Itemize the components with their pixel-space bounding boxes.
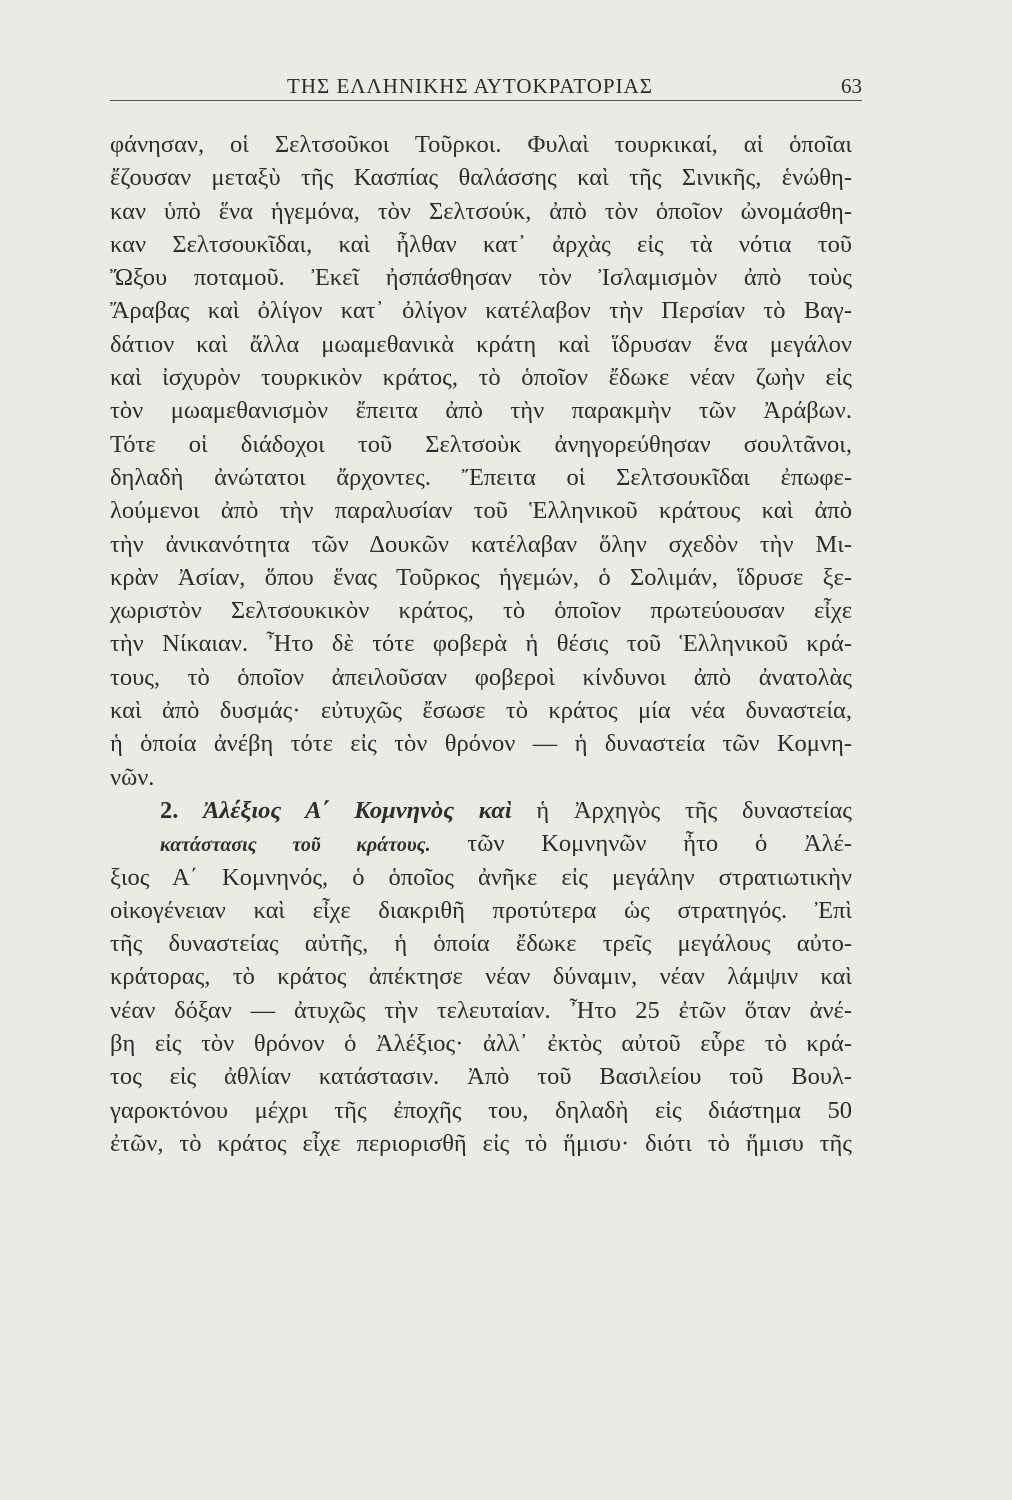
header-rule — [110, 100, 862, 101]
text-line: γαροκτόνου μέχρι τῆς ἐποχῆς του, δηλαδὴ εἰς διάστημα 50 — [110, 1096, 852, 1124]
text-line: καὶ ἰσχυρὸν τουρκικὸν κράτος, τὸ ὁποῖον ἔδωκε νέαν ζωὴν εἰς — [110, 364, 852, 392]
section-heading-line — [110, 827, 852, 860]
text-line: χωριστὸν Σελτσουκικὸν κράτος, τὸ ὁποῖον πρωτεύουσαν εἶχε — [110, 597, 852, 625]
section-2 — [110, 794, 852, 1160]
section-heading-line — [110, 794, 852, 827]
text-line: Τότε οἱ διάδοχοι τοῦ Σελτσοὺκ ἀνηγορεύθησαν σουλτᾶνοι, — [110, 430, 852, 458]
text-line: τὴν ἀνικανότητα τῶν Δουκῶν κατέλαβαν ὅλην σχεδὸν τὴν Μι- — [110, 530, 852, 558]
text-line: Ὤξου ποταμοῦ. Ἐκεῖ ἠσπάσθησαν τὸν Ἰσλαμισμὸν ἀπὸ τοὺς — [110, 264, 852, 292]
text-line: τους, τὸ ὁποῖον ἀπειλοῦσαν φοβεροὶ κίνδυνοι ἀπὸ ἀνατολὰς — [110, 663, 852, 691]
text-line: νέαν δόξαν — ἀτυχῶς τὴν τελευταίαν. Ἦτο 25 ἐτῶν ὅταν ἀνέ- — [110, 996, 852, 1024]
text-line: ἡ ὁποία ἀνέβη τότε εἰς τὸν θρόνον — ἡ δυναστεία τῶν Κομνη- — [110, 730, 852, 758]
page-header — [110, 66, 862, 110]
text-line: ξιος Α΄ Κομνηνός, ὁ ὁποῖος ἀνῆκε εἰς μεγάλην στρατιωτικὴν — [110, 863, 852, 891]
text-line: καὶ ἀπὸ δυσμάς· εὐτυχῶς ἔσωσε τὸ κράτος μία νέα δυναστεία, — [110, 697, 852, 725]
text-line: τος εἰς ἀθλίαν κατάστασιν. Ἀπὸ τοῦ Βασιλείου τοῦ Βουλ- — [110, 1063, 852, 1091]
text-line: δάτιον καὶ ἄλλα μωαμεθανικὰ κράτη καὶ ἵδρυσαν ἕνα μεγάλον — [110, 330, 852, 358]
section-number: 2. — [160, 796, 179, 824]
text-line: δηλαδὴ ἀνώτατοι ἄρχοντες. Ἔπειτα οἱ Σελτσουκῖδαι ἐπωφε- — [110, 463, 852, 491]
text-line: τῆς δυναστείας αὐτῆς, ἡ ὁποία ἔδωκε τρεῖς μεγάλους αὐτο- — [110, 930, 852, 958]
text-line: καν Σελτσουκῖδαι, καὶ ἦλθαν κατ᾽ ἀρχὰς εἰς τὰ νότια τοῦ — [110, 230, 852, 258]
text-line: φάνησαν, οἱ Σελτσοῦκοι Τοῦρκοι. Φυλαὶ τουρκικαί, αἱ ὁποῖαι — [110, 131, 852, 158]
text-line: κράτορας, τὸ κράτος ἀπέκτησε νέαν δύναμιν, νέαν λάμψιν καὶ — [110, 963, 852, 991]
text-line: βη εἰς τὸν θρόνον ὁ Ἀλέξιος· ἀλλ᾽ ἐκτὸς αὐτοῦ εὗρε τὸ κρά- — [110, 1030, 852, 1058]
section-lead-text: τῶν Κομνηνῶν ἦτο ὁ Ἀλέ- — [467, 830, 852, 858]
text-line: καν ὑπὸ ἕνα ἡγεμόνα, τὸν Σελτσούκ, ἀπὸ τὸν ὁποῖον ὠνομάσθη- — [110, 197, 852, 225]
section-heading: Ἀλέξιος Α΄ Κομνηνὸς καὶ — [203, 796, 512, 824]
section-heading-continued: κατάστασις τοῦ κράτους. — [160, 834, 431, 857]
section-lead-text: ἡ Ἀρχηγὸς τῆς δυναστείας — [536, 796, 852, 824]
text-line: οἰκογένειαν καὶ εἶχε διακριθῆ προτύτερα ὡς στρατηγός. Ἐπὶ — [110, 896, 852, 924]
text-line: Ἄραβας καὶ ὀλίγον κατ᾽ ὀλίγον κατέλαβον τὴν Περσίαν τὸ Βαγ- — [110, 297, 852, 325]
page-number: 63 — [841, 74, 862, 98]
paragraph-1 — [110, 128, 852, 794]
text-line: τὴν Νίκαιαν. Ἦτο δὲ τότε φοβερὰ ἡ θέσις τοῦ Ἑλληνικοῦ κρά- — [110, 630, 852, 658]
text-line: λούμενοι ἀπὸ τὴν παραλυσίαν τοῦ Ἑλληνικοῦ κράτους καὶ ἀπὸ — [110, 497, 852, 525]
body-text — [110, 128, 852, 1160]
text-line: ἐτῶν, τὸ κράτος εἶχε περιορισθῆ εἰς τὸ ἥμισυ· διότι τὸ ἥμισυ τῆς — [110, 1129, 852, 1157]
text-line: κρὰν Ἀσίαν, ὅπου ἕνας Τοῦρκος ἡγεμών, ὁ Σολιμάν, ἵδρυσε ξε- — [110, 563, 852, 591]
text-line: τὸν μωαμεθανισμὸν ἔπειτα ἀπὸ τὴν παρακμὴν τῶν Ἀράβων. — [110, 397, 852, 425]
text-line: νῶν. — [110, 763, 155, 791]
running-title: ΤΗΣ ΕΛΛΗΝΙΚΗΣ ΑΥΤΟΚΡΑΤΟΡΙΑΣ — [287, 74, 653, 98]
text-line: ἔζουσαν μεταξὺ τῆς Κασπίας θαλάσσης καὶ τῆς Σινικῆς, ἑνώθη- — [110, 164, 852, 192]
